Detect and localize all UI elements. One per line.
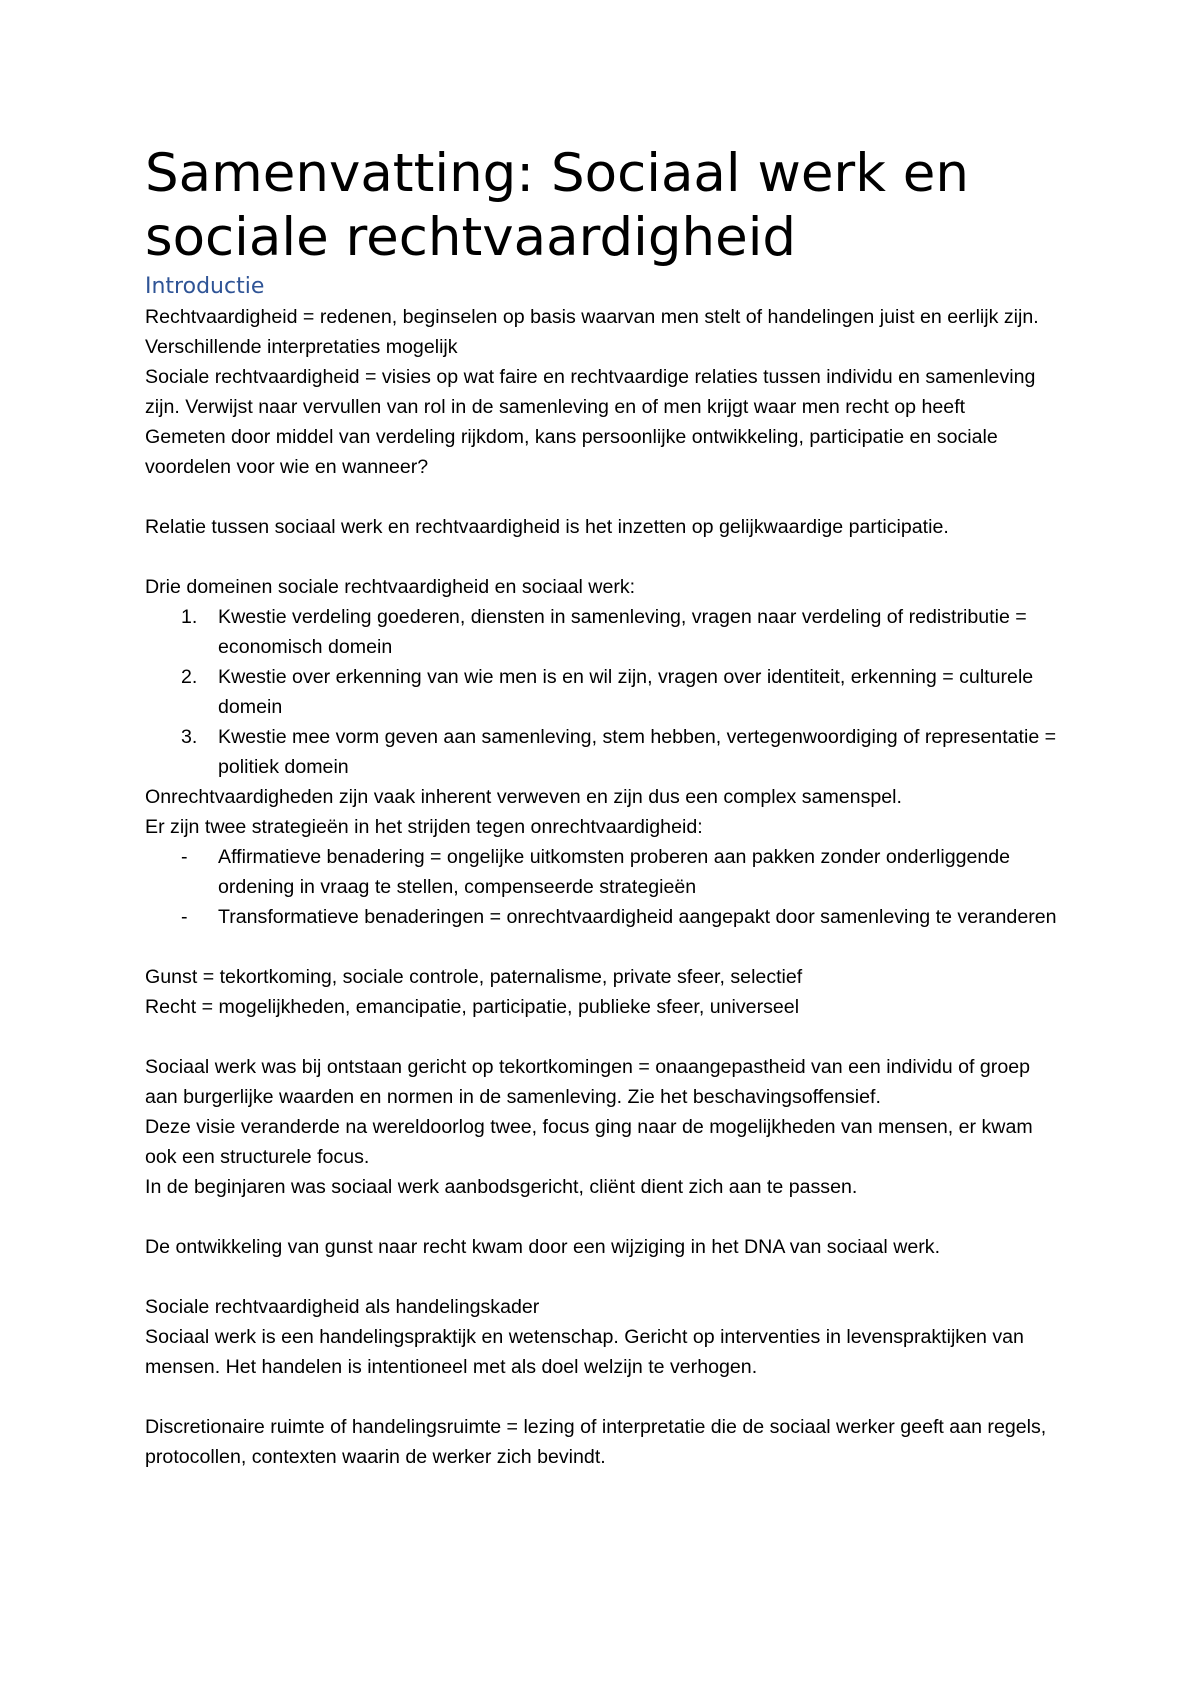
list-item-text: Affirmatieve benadering = ongelijke uitkomsten proberen aan pakken zonder onderliggende ordening in vraag te stellen, compenseerde strategieën	[218, 846, 1011, 898]
strategies-list	[145, 842, 1065, 932]
paragraph-discretionaire-ruimte: Discretionaire ruimte of handelingsruimte = lezing of interpretatie die de sociaal werker geeft aan regels, protocollen, contexten waarin de werker zich bevindt.	[145, 1416, 1047, 1468]
paragraph-handelingspraktijk: Sociaal werk is een handelingspraktijk en wetenschap. Gericht op interventies in levenspraktijken van mensen. Het handelen is intentioneel met als doel welzijn te verhogen.	[145, 1326, 1024, 1378]
paragraph-handelingskader-title: Sociale rechtvaardigheid als handelingskader	[145, 1296, 540, 1318]
list-item-text: Kwestie mee vorm geven aan samenleving, stem hebben, vertegenwoordiging of representatie = politiek domein	[218, 726, 1057, 778]
blank-line	[145, 482, 1065, 512]
list-item	[145, 902, 1065, 932]
blank-line	[145, 932, 1065, 962]
paragraph-recht: Recht = mogelijkheden, emancipatie, participatie, publieke sfeer, universeel	[145, 996, 800, 1018]
list-dash: -	[181, 906, 188, 928]
paragraph-ontwikkeling: De ontwikkeling van gunst naar recht kwam door een wijziging in het DNA van sociaal werk.	[145, 1236, 941, 1258]
blank-line	[145, 542, 1065, 572]
document-title	[145, 142, 1065, 270]
paragraph-visie-veranderde: Deze visie veranderde na wereldoorlog twee, focus ging naar de mogelijkheden van mensen, er kwam ook een structurele focus.	[145, 1116, 1033, 1168]
list-dash: -	[181, 846, 188, 868]
list-item-text: Kwestie over erkenning van wie men is en wil zijn, vragen over identiteit, erkenning = culturele domein	[218, 666, 1034, 718]
list-number: 2.	[181, 666, 198, 688]
section-heading-introductie: Introductie	[145, 274, 265, 299]
blank-line	[145, 1202, 1065, 1232]
paragraph-onrechtvaardigheden: Onrechtvaardigheden zijn vaak inherent verweven en zijn dus een complex samenspel.	[145, 786, 902, 808]
blank-line	[145, 1382, 1065, 1412]
blank-line	[145, 1022, 1065, 1052]
list-item-text: Transformatieve benaderingen = onrechtvaardigheid aangepakt door samenleving te veranderen	[218, 906, 1057, 928]
list-number: 1.	[181, 606, 198, 628]
paragraph-gemeten: Gemeten door middel van verdeling rijkdom, kans persoonlijke ontwikkeling, participatie en sociale voordelen voor wie en wanneer?	[145, 426, 998, 478]
document-page	[145, 142, 1065, 1472]
domains-list	[145, 602, 1065, 782]
paragraph-gunst: Gunst = tekortkoming, sociale controle, paternalisme, private sfeer, selectief	[145, 966, 803, 988]
list-item-text: Kwestie verdeling goederen, diensten in samenleving, vragen naar verdeling of redistributie = economisch domein	[218, 606, 1027, 658]
paragraph-drie-domeinen: Drie domeinen sociale rechtvaardigheid en sociaal werk:	[145, 576, 636, 598]
list-item	[145, 662, 1065, 722]
blank-line	[145, 1262, 1065, 1292]
list-item	[145, 722, 1065, 782]
paragraph-rechtvaardigheid: Rechtvaardigheid = redenen, beginselen op basis waarvan men stelt of handelingen juist en eerlijk zijn. Verschillende interpretaties mogelijk	[145, 306, 1039, 358]
paragraph-sociaal-werk-ontstaan: Sociaal werk was bij ontstaan gericht op tekortkomingen = onaangepastheid van een individu of groep aan burgerlijke waarden en normen in de samenleving. Zie het beschavingsoffensief.	[145, 1056, 1031, 1108]
title-line-1: Samenvatting: Sociaal werk en	[145, 143, 969, 204]
paragraph-relatie: Relatie tussen sociaal werk en rechtvaardigheid is het inzetten op gelijkwaardige participatie.	[145, 516, 949, 538]
list-number: 3.	[181, 726, 198, 748]
paragraph-strategieen: Er zijn twee strategieën in het strijden tegen onrechtvaardigheid:	[145, 816, 703, 838]
paragraph-sociale-rechtvaardigheid: Sociale rechtvaardigheid = visies op wat faire en rechtvaardige relaties tussen individu en samenleving zijn. Verwijst naar vervullen van rol in de samenleving en of men krijgt waar men recht op heeft	[145, 366, 1036, 418]
paragraph-beginjaren: In de beginjaren was sociaal werk aanbodsgericht, cliënt dient zich aan te passen.	[145, 1176, 858, 1198]
list-item	[145, 602, 1065, 662]
list-item	[145, 842, 1065, 902]
title-line-2: sociale rechtvaardigheid	[145, 207, 797, 268]
